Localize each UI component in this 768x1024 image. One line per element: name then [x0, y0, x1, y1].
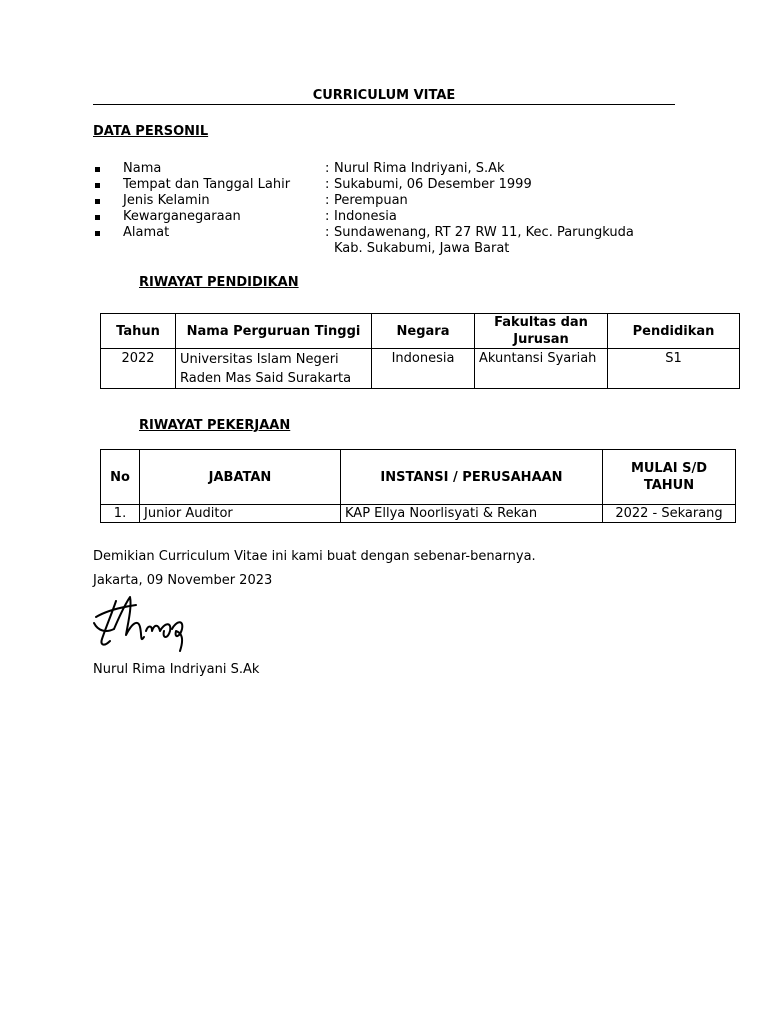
table-cell: S1	[608, 349, 740, 389]
field-value: Nurul Rima Indriyani, S.Ak	[334, 161, 505, 176]
column-header: JABATAN	[140, 450, 341, 505]
column-header-line: TAHUN	[643, 478, 695, 493]
field-value: Sundawenang, RT 27 RW 11, Kec. Parungkuda	[334, 225, 634, 240]
table-cell: Junior Auditor	[140, 505, 341, 523]
column-header: INSTANSI / PERUSAHAAN	[341, 450, 603, 505]
column-header-line: Fakultas dan	[494, 315, 588, 330]
colon: :	[325, 161, 330, 176]
table-cell: KAP Ellya Noorlisyati & Rekan	[341, 505, 603, 523]
field-value: Sukabumi, 06 Desember 1999	[334, 177, 532, 192]
section-heading-education: RIWAYAT PENDIDIKAN	[139, 275, 299, 290]
cell-line: Universitas Islam Negeri	[180, 352, 339, 367]
table-cell	[176, 349, 372, 389]
list-item	[93, 193, 693, 209]
document-title: CURRICULUM VITAE	[93, 88, 675, 105]
colon: :	[325, 177, 330, 192]
column-header: Negara	[372, 314, 475, 349]
column-header: Pendidikan	[608, 314, 740, 349]
table-row	[101, 505, 736, 523]
list-item	[93, 161, 693, 177]
column-header	[475, 314, 608, 349]
list-item	[93, 225, 693, 241]
colon: :	[325, 209, 330, 224]
table-cell: Indonesia	[372, 349, 475, 389]
field-value: Perempuan	[334, 193, 408, 208]
column-header: Tahun	[101, 314, 176, 349]
column-header-line: MULAI S/D	[630, 461, 708, 476]
column-header	[603, 450, 736, 505]
cell-line: Raden Mas Said Surakarta	[180, 371, 352, 386]
list-item	[93, 177, 693, 193]
field-label: Kewarganegaraan	[123, 209, 241, 224]
table-cell: 2022	[101, 349, 176, 389]
section-heading-work: RIWAYAT PEKERJAAN	[139, 418, 291, 433]
signer-name: Nurul Rima Indriyani S.Ak	[93, 662, 260, 677]
personal-data-list	[93, 161, 693, 257]
field-value: Kab. Sukabumi, Jawa Barat	[334, 241, 510, 256]
colon: :	[325, 193, 330, 208]
education-table	[100, 313, 740, 389]
table-cell: Akuntansi Syariah	[475, 349, 608, 389]
table-header-row	[101, 450, 736, 505]
work-table	[100, 449, 736, 523]
column-header: Nama Perguruan Tinggi	[176, 314, 372, 349]
table-cell: 1.	[101, 505, 140, 523]
field-value: Indonesia	[334, 209, 397, 224]
list-item-continuation	[93, 241, 693, 257]
column-header: No	[101, 450, 140, 505]
column-header-line: Jurusan	[513, 332, 569, 347]
field-label: Alamat	[123, 225, 170, 240]
closing-statement: Demikian Curriculum Vitae ini kami buat dengan sebenar-benarnya.	[93, 549, 536, 564]
table-cell: 2022 - Sekarang	[603, 505, 736, 523]
field-label: Nama	[123, 161, 162, 176]
field-label: Tempat dan Tanggal Lahir	[123, 177, 291, 192]
field-label: Jenis Kelamin	[123, 193, 210, 208]
signature-image	[92, 593, 192, 657]
place-date: Jakarta, 09 November 2023	[93, 573, 273, 588]
section-heading-personal: DATA PERSONIL	[93, 124, 209, 139]
table-header-row	[101, 314, 740, 349]
colon: :	[325, 225, 330, 240]
list-item	[93, 209, 693, 225]
table-row	[101, 349, 740, 389]
